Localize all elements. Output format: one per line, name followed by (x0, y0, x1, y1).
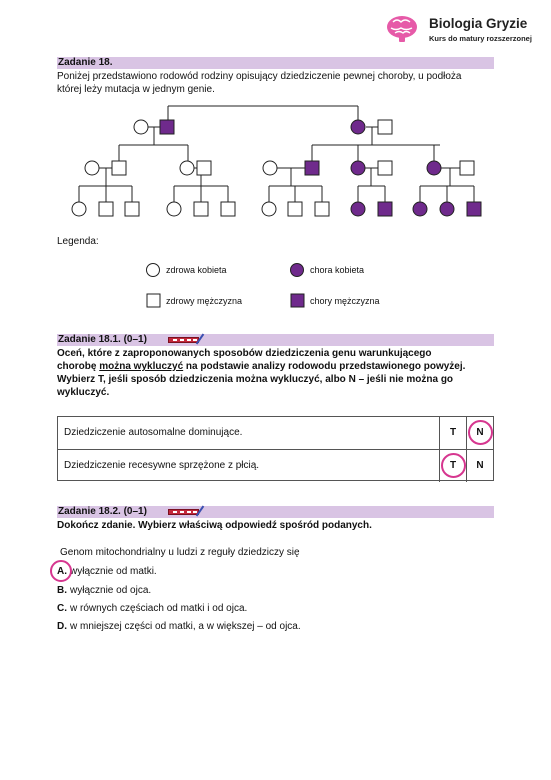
legend-affected-female: chora kobieta (310, 265, 365, 275)
task-18-2-header (57, 506, 494, 518)
selection-circle (468, 420, 493, 445)
brand-subtitle: Kurs do matury rozszerzonej (429, 34, 532, 43)
task-18-2-stem: Genom mitochondrialny u ludzi z reguły dziedziczy się (60, 547, 300, 558)
pedigree-male-affected (378, 202, 392, 216)
task-18-2-instruction: Dokończ zdanie. Wybierz właściwą odpowiedź spośród podanych. (57, 520, 372, 531)
task-18-title: Zadanie 18. (58, 57, 113, 68)
pedigree-male-healthy (288, 202, 302, 216)
pedigree-male-healthy (194, 202, 208, 216)
brand-name: Biologia Gryzie (429, 16, 528, 31)
pedigree-female-healthy (85, 161, 99, 175)
instruction-line-4: wykluczyć. (57, 387, 110, 398)
row-statement: Dziedziczenie recesywne sprzężone z płcią. (64, 460, 260, 471)
legend-affected-male-symbol (291, 294, 304, 307)
table-row (58, 449, 493, 481)
answer-option-c[interactable] (57, 603, 247, 614)
instruction-line-2-start: chorobę (57, 361, 100, 372)
answer-option-d[interactable] (57, 621, 301, 632)
legend-title: Legenda: (57, 236, 99, 247)
pedigree-female-affected (351, 161, 365, 175)
intro-line-2: której leży mutacja w jednym genie. (57, 84, 215, 95)
selection-circle (441, 453, 466, 478)
option-letter: B. (57, 585, 67, 596)
pedigree-female-healthy (134, 120, 148, 134)
pedigree-female-affected (413, 202, 427, 216)
pedigree-male-healthy (378, 120, 392, 134)
legend-symbols (0, 258, 551, 308)
legend-affected-male: chory mężczyzna (310, 296, 380, 306)
task-18-header (57, 57, 494, 69)
pedigree-male-healthy (460, 161, 474, 175)
task-18-1-header (57, 334, 494, 346)
instruction-line-2-end: na podstawie analizy rodowodu przedstawionego powyżej. (183, 361, 466, 372)
table-row (58, 417, 493, 449)
pedigree-male-healthy (197, 161, 211, 175)
intro-line-1: Poniżej przedstawiono rodowód rodziny opisujący dziedziczenie pewnej choroby, u podłoża (57, 71, 462, 82)
difficulty-stars-icon (168, 508, 208, 517)
row-statement: Dziedziczenie autosomalne dominujące. (64, 427, 243, 438)
option-letter: A. (57, 566, 67, 577)
pedigree-male-healthy (378, 161, 392, 175)
task-18-1-instruction (57, 347, 497, 399)
legend-affected-female-symbol (291, 264, 304, 277)
pedigree-chart (0, 100, 551, 225)
option-n[interactable]: N (466, 417, 493, 449)
pedigree-female-affected (351, 202, 365, 216)
option-t[interactable]: T (439, 450, 466, 482)
pedigree-female-healthy (263, 161, 277, 175)
option-n[interactable]: N (466, 450, 493, 482)
pedigree-male-healthy (112, 161, 126, 175)
pedigree-female-affected (427, 161, 441, 175)
selection-circle (50, 560, 72, 582)
pedigree-male-healthy (125, 202, 139, 216)
brain-icon (385, 14, 419, 44)
option-text: wyłącznie od matki. (70, 566, 157, 577)
instruction-line-3: Wybierz T, jeśli sposób dziedziczenia można wykluczyć, albo N – jeśli nie można go (57, 374, 454, 385)
pedigree-female-affected (351, 120, 365, 134)
instruction-underlined: można wykluczyć (99, 361, 184, 372)
pedigree-female-healthy (180, 161, 194, 175)
answer-option-b[interactable] (57, 585, 151, 596)
task-18-1-title: Zadanie 18.1. (0–1) (58, 334, 147, 345)
pedigree-male-affected (467, 202, 481, 216)
instruction-line-1: Oceń, które z zaproponowanych sposobów dziedziczenia genu warunkującego (57, 348, 432, 359)
pedigree-male-affected (305, 161, 319, 175)
brand-logo (385, 14, 535, 50)
legend-healthy-male-symbol (147, 294, 160, 307)
option-t[interactable]: T (439, 417, 466, 449)
pedigree-female-healthy (262, 202, 276, 216)
pedigree-female-affected (440, 202, 454, 216)
pedigree-female-healthy (72, 202, 86, 216)
option-letter: C. (57, 603, 67, 614)
pedigree-male-healthy (99, 202, 113, 216)
task-18-intro (57, 70, 497, 96)
legend-healthy-female-symbol (147, 264, 160, 277)
legend-healthy-male: zdrowy mężczyzna (166, 296, 243, 306)
legend-healthy-female: zdrowa kobieta (166, 265, 227, 275)
option-letter: D. (57, 621, 67, 632)
pedigree-female-healthy (167, 202, 181, 216)
difficulty-stars-icon (168, 336, 208, 345)
pedigree-male-healthy (315, 202, 329, 216)
option-text: w równych częściach od matki i od ojca. (70, 603, 248, 614)
option-text: wyłącznie od ojca. (70, 585, 152, 596)
task-18-2-title: Zadanie 18.2. (0–1) (58, 506, 147, 517)
pedigree-male-healthy (221, 202, 235, 216)
option-text: w mniejszej części od matki, a w większej – od ojca. (70, 621, 301, 632)
true-false-table (57, 416, 494, 481)
instruction-line-2 (57, 360, 497, 373)
pedigree-male-affected (160, 120, 174, 134)
